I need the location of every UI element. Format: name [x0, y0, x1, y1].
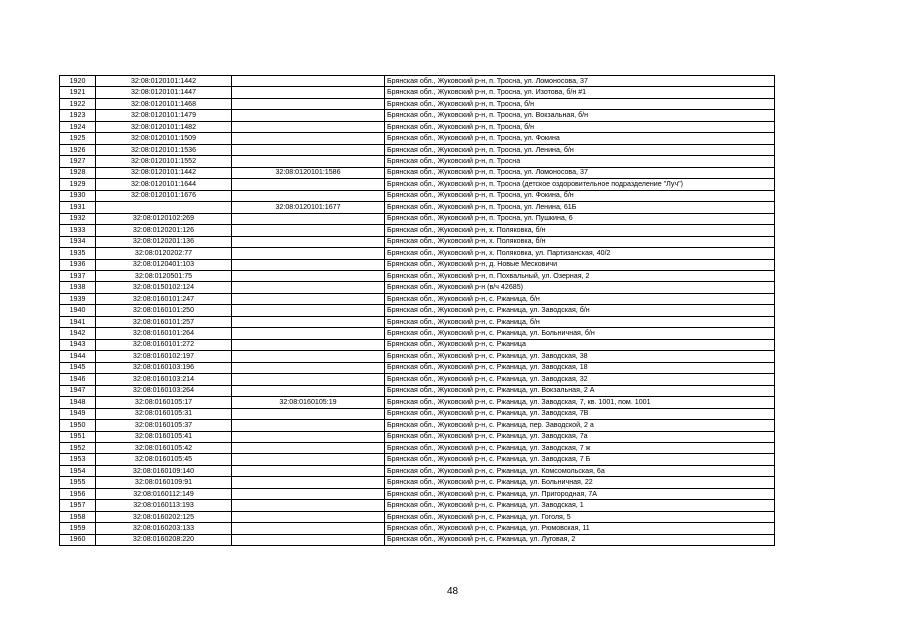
table-row — [60, 431, 775, 442]
cadastral-number-cell: 32:08:0120101:1676 — [96, 190, 232, 201]
parent-cadastral-number-cell — [232, 133, 385, 144]
row-number-cell: 1921 — [60, 87, 96, 98]
address-cell: Брянская обл., Жуковский р-н, с. Ржаница, ул. Пригородная, 7А — [385, 488, 775, 499]
cadastral-number-cell: 32:08:0160103:264 — [96, 385, 232, 396]
address-cell: Брянская обл., Жуковский р-н, с. Ржаница, ул. Заводская, 7 ж — [385, 443, 775, 454]
table-row — [60, 523, 775, 534]
parent-cadastral-number-cell — [232, 98, 385, 109]
address-cell: Брянская обл., Жуковский р-н, п. Тросна, ул. Вокзальная, б/н — [385, 110, 775, 121]
row-number-cell: 1935 — [60, 248, 96, 259]
table-row — [60, 190, 775, 201]
parent-cadastral-number-cell — [232, 534, 385, 545]
cadastral-number-cell: 32:08:0120101:1482 — [96, 121, 232, 132]
table-row — [60, 156, 775, 167]
cadastral-number-cell: 32:08:0120101:1479 — [96, 110, 232, 121]
address-cell: Брянская обл., Жуковский р-н, п. Тросна, ул. Фокина — [385, 133, 775, 144]
address-cell: Брянская обл., Жуковский р-н, п. Тросна, ул. Пушкина, 6 — [385, 213, 775, 224]
parent-cadastral-number-cell — [232, 339, 385, 350]
table-row — [60, 316, 775, 327]
address-cell: Брянская обл., Жуковский р-н, с. Ржаница, ул. Вокзальная, 2 А — [385, 385, 775, 396]
row-number-cell: 1930 — [60, 190, 96, 201]
parent-cadastral-number-cell — [232, 328, 385, 339]
cadastral-number-cell: 32:08:0160109:91 — [96, 477, 232, 488]
row-number-cell: 1949 — [60, 408, 96, 419]
cadastral-number-cell: 32:08:0160101:272 — [96, 339, 232, 350]
row-number-cell: 1948 — [60, 397, 96, 408]
table-row — [60, 465, 775, 476]
table-row — [60, 202, 775, 213]
row-number-cell: 1954 — [60, 465, 96, 476]
cadastral-number-cell: 32:08:0160208:220 — [96, 534, 232, 545]
cadastral-number-cell: 32:08:0120101:1552 — [96, 156, 232, 167]
table-row — [60, 110, 775, 121]
table-row — [60, 293, 775, 304]
table-row — [60, 534, 775, 545]
parent-cadastral-number-cell — [232, 351, 385, 362]
row-number-cell: 1950 — [60, 420, 96, 431]
table-row — [60, 133, 775, 144]
row-number-cell: 1928 — [60, 167, 96, 178]
cadastral-number-cell: 32:08:0160113:193 — [96, 500, 232, 511]
row-number-cell: 1956 — [60, 488, 96, 499]
address-cell: Брянская обл., Жуковский р-н, п. Тросна, ул. Ломоносова, 37 — [385, 76, 775, 87]
parent-cadastral-number-cell — [232, 488, 385, 499]
address-cell: Брянская обл., Жуковский р-н, д. Новые Месковичи — [385, 259, 775, 270]
table-row — [60, 351, 775, 362]
parent-cadastral-number-cell — [232, 385, 385, 396]
address-cell: Брянская обл., Жуковский р-н, п. Тросна, ул. Ленина, б/н — [385, 144, 775, 155]
parent-cadastral-number-cell — [232, 144, 385, 155]
cadastral-number-cell: 32:08:0120101:1468 — [96, 98, 232, 109]
row-number-cell: 1929 — [60, 179, 96, 190]
parent-cadastral-number-cell — [232, 248, 385, 259]
cadastral-number-cell — [96, 202, 232, 213]
parent-cadastral-number-cell — [232, 236, 385, 247]
table-row — [60, 259, 775, 270]
table-row — [60, 167, 775, 178]
address-cell: Брянская обл., Жуковский р-н, с. Ржаница, б/н — [385, 316, 775, 327]
parent-cadastral-number-cell — [232, 305, 385, 316]
cadastral-number-cell: 32:08:0160202:125 — [96, 511, 232, 522]
parent-cadastral-number-cell — [232, 225, 385, 236]
row-number-cell: 1924 — [60, 121, 96, 132]
cadastral-number-cell: 32:08:0160101:257 — [96, 316, 232, 327]
row-number-cell: 1943 — [60, 339, 96, 350]
parent-cadastral-number-cell: 32:08:0160105:19 — [232, 397, 385, 408]
table-row — [60, 500, 775, 511]
address-cell: Брянская обл., Жуковский р-н (в/ч 42685) — [385, 282, 775, 293]
address-cell: Брянская обл., Жуковский р-н, п. Тросна, ул. Фокина, б/н — [385, 190, 775, 201]
address-cell: Брянская обл., Жуковский р-н, с. Ржаница, ул. Заводская, 7 Б — [385, 454, 775, 465]
row-number-cell: 1944 — [60, 351, 96, 362]
table-row — [60, 225, 775, 236]
cadastral-number-cell: 32:08:0160105:31 — [96, 408, 232, 419]
address-cell: Брянская обл., Жуковский р-н, с. Ржаница, ул. Заводская, 7В — [385, 408, 775, 419]
row-number-cell: 1960 — [60, 534, 96, 545]
row-number-cell: 1942 — [60, 328, 96, 339]
parent-cadastral-number-cell — [232, 362, 385, 373]
parent-cadastral-number-cell — [232, 213, 385, 224]
table-row — [60, 76, 775, 87]
row-number-cell: 1941 — [60, 316, 96, 327]
cadastral-number-cell: 32:08:0160105:41 — [96, 431, 232, 442]
page-number: 48 — [446, 586, 459, 597]
table-row — [60, 374, 775, 385]
row-number-cell: 1932 — [60, 213, 96, 224]
row-number-cell: 1926 — [60, 144, 96, 155]
table-row — [60, 454, 775, 465]
parent-cadastral-number-cell — [232, 374, 385, 385]
address-cell: Брянская обл., Жуковский р-н, с. Ржаница, ул. Заводская, 1 — [385, 500, 775, 511]
parent-cadastral-number-cell — [232, 465, 385, 476]
parent-cadastral-number-cell — [232, 431, 385, 442]
table-row — [60, 443, 775, 454]
table-row — [60, 98, 775, 109]
table-row — [60, 339, 775, 350]
address-cell: Брянская обл., Жуковский р-н, с. Ржаница, ул. Заводская, 7, кв. 1001, пом. 1001 — [385, 397, 775, 408]
address-cell: Брянская обл., Жуковский р-н, х. Поляковка, ул. Партизанская, 40/2 — [385, 248, 775, 259]
row-number-cell: 1951 — [60, 431, 96, 442]
row-number-cell: 1920 — [60, 76, 96, 87]
cadastral-number-cell: 32:08:0120101:1442 — [96, 167, 232, 178]
address-cell: Брянская обл., Жуковский р-н, п. Тросна, б/н — [385, 121, 775, 132]
row-number-cell: 1931 — [60, 202, 96, 213]
cadastral-number-cell: 32:08:0160101:264 — [96, 328, 232, 339]
parent-cadastral-number-cell — [232, 477, 385, 488]
row-number-cell: 1933 — [60, 225, 96, 236]
table-row — [60, 420, 775, 431]
table-row — [60, 282, 775, 293]
parent-cadastral-number-cell — [232, 259, 385, 270]
cadastral-number-cell: 32:08:0120102:269 — [96, 213, 232, 224]
parent-cadastral-number-cell — [232, 443, 385, 454]
parent-cadastral-number-cell — [232, 156, 385, 167]
row-number-cell: 1922 — [60, 98, 96, 109]
address-cell: Брянская обл., Жуковский р-н, с. Ржаница, ул. Заводская, 38 — [385, 351, 775, 362]
table-row — [60, 270, 775, 281]
parent-cadastral-number-cell — [232, 454, 385, 465]
address-cell: Брянская обл., Жуковский р-н, х. Поляковка, б/н — [385, 225, 775, 236]
address-cell: Брянская обл., Жуковский р-н, с. Ржаница, ул. Заводская, б/н — [385, 305, 775, 316]
table-row — [60, 385, 775, 396]
parent-cadastral-number-cell — [232, 523, 385, 534]
table-row — [60, 397, 775, 408]
cadastral-number-cell: 32:08:0120201:126 — [96, 225, 232, 236]
address-cell: Брянская обл., Жуковский р-н, п. Тросна, ул. Ленина, 61Б — [385, 202, 775, 213]
address-cell: Брянская обл., Жуковский р-н, п. Тросна, ул. Ломоносова, 37 — [385, 167, 775, 178]
address-cell: Брянская обл., Жуковский р-н, с. Ржаница, ул. Комсомольская, 6а — [385, 465, 775, 476]
table-row — [60, 511, 775, 522]
cadastral-number-cell: 32:08:0160101:250 — [96, 305, 232, 316]
table-row — [60, 144, 775, 155]
address-cell: Брянская обл., Жуковский р-н, с. Ржаница, ул. Больничная, б/н — [385, 328, 775, 339]
address-cell: Брянская обл., Жуковский р-н, с. Ржаница, б/н — [385, 293, 775, 304]
row-number-cell: 1946 — [60, 374, 96, 385]
table-row — [60, 213, 775, 224]
row-number-cell: 1952 — [60, 443, 96, 454]
address-cell: Брянская обл., Жуковский р-н, п. Тросна — [385, 156, 775, 167]
parent-cadastral-number-cell: 32:08:0120101:1677 — [232, 202, 385, 213]
table-row — [60, 121, 775, 132]
row-number-cell: 1953 — [60, 454, 96, 465]
cadastral-number-cell: 32:08:0120101:1442 — [96, 76, 232, 87]
address-cell: Брянская обл., Жуковский р-н, п. Похвальный, ул. Озерная, 2 — [385, 270, 775, 281]
cadastral-number-cell: 32:08:0160109:140 — [96, 465, 232, 476]
address-cell: Брянская обл., Жуковский р-н, с. Ржаница, ул. Больничная, 22 — [385, 477, 775, 488]
table-row — [60, 328, 775, 339]
cadastral-number-cell: 32:08:0160112:149 — [96, 488, 232, 499]
row-number-cell: 1938 — [60, 282, 96, 293]
row-number-cell: 1958 — [60, 511, 96, 522]
parent-cadastral-number-cell — [232, 87, 385, 98]
parent-cadastral-number-cell — [232, 110, 385, 121]
address-cell: Брянская обл., Жуковский р-н, с. Ржаница — [385, 339, 775, 350]
table-row — [60, 362, 775, 373]
table-row — [60, 408, 775, 419]
row-number-cell: 1939 — [60, 293, 96, 304]
table-row — [60, 236, 775, 247]
table-row — [60, 305, 775, 316]
parent-cadastral-number-cell — [232, 293, 385, 304]
cadastral-number-cell: 32:08:0160101:247 — [96, 293, 232, 304]
row-number-cell: 1923 — [60, 110, 96, 121]
cadastral-number-cell: 32:08:0160105:37 — [96, 420, 232, 431]
address-cell: Брянская обл., Жуковский р-н, с. Ржаница, ул. Луговая, 2 — [385, 534, 775, 545]
row-number-cell: 1945 — [60, 362, 96, 373]
address-cell: Брянская обл., Жуковский р-н, п. Тросна, ул. Изотова, б/н #1 — [385, 87, 775, 98]
row-number-cell: 1925 — [60, 133, 96, 144]
cadastral-number-cell: 32:08:0120101:1644 — [96, 179, 232, 190]
cadastral-number-cell: 32:08:0120202:77 — [96, 248, 232, 259]
parent-cadastral-number-cell — [232, 282, 385, 293]
cadastral-number-cell: 32:08:0120501:75 — [96, 270, 232, 281]
address-cell: Брянская обл., Жуковский р-н, с. Ржаница, ул. Заводская, 18 — [385, 362, 775, 373]
table-row — [60, 87, 775, 98]
row-number-cell: 1934 — [60, 236, 96, 247]
cadastral-number-cell: 32:08:0160105:42 — [96, 443, 232, 454]
address-cell: Брянская обл., Жуковский р-н, х. Поляковка, б/н — [385, 236, 775, 247]
parent-cadastral-number-cell — [232, 179, 385, 190]
address-cell: Брянская обл., Жуковский р-н, с. Ржаница, ул. Заводская, 32 — [385, 374, 775, 385]
cadastral-number-cell: 32:08:0120101:1536 — [96, 144, 232, 155]
parent-cadastral-number-cell — [232, 420, 385, 431]
table-row — [60, 488, 775, 499]
parent-cadastral-number-cell: 32:08:0120101:1586 — [232, 167, 385, 178]
parent-cadastral-number-cell — [232, 500, 385, 511]
row-number-cell: 1955 — [60, 477, 96, 488]
parent-cadastral-number-cell — [232, 511, 385, 522]
address-cell: Брянская обл., Жуковский р-н, с. Ржаница, ул. Заводская, 7а — [385, 431, 775, 442]
row-number-cell: 1959 — [60, 523, 96, 534]
cadastral-number-cell: 32:08:0120101:1447 — [96, 87, 232, 98]
registry-table — [59, 75, 775, 546]
table-row — [60, 248, 775, 259]
cadastral-number-cell: 32:08:0160105:45 — [96, 454, 232, 465]
cadastral-number-cell: 32:08:0160103:196 — [96, 362, 232, 373]
row-number-cell: 1940 — [60, 305, 96, 316]
parent-cadastral-number-cell — [232, 121, 385, 132]
registry-table-body — [60, 76, 775, 546]
cadastral-number-cell: 32:08:0160103:214 — [96, 374, 232, 385]
address-cell: Брянская обл., Жуковский р-н, п. Тросна (детское оздоровительное подразделение "Луч") — [385, 179, 775, 190]
address-cell: Брянская обл., Жуковский р-н, с. Ржаница, пер. Заводской, 2 а — [385, 420, 775, 431]
parent-cadastral-number-cell — [232, 76, 385, 87]
cadastral-number-cell: 32:08:0160203:133 — [96, 523, 232, 534]
cadastral-number-cell: 32:08:0120201:136 — [96, 236, 232, 247]
row-number-cell: 1927 — [60, 156, 96, 167]
table-row — [60, 179, 775, 190]
address-cell: Брянская обл., Жуковский р-н, с. Ржаница, ул. Рюмовская, 11 — [385, 523, 775, 534]
row-number-cell: 1936 — [60, 259, 96, 270]
cadastral-number-cell: 32:08:0150102:124 — [96, 282, 232, 293]
parent-cadastral-number-cell — [232, 408, 385, 419]
cadastral-number-cell: 32:08:0160105:17 — [96, 397, 232, 408]
cadastral-number-cell: 32:08:0120401:103 — [96, 259, 232, 270]
cadastral-number-cell: 32:08:0160102:197 — [96, 351, 232, 362]
address-cell: Брянская обл., Жуковский р-н, п. Тросна, б/н — [385, 98, 775, 109]
row-number-cell: 1957 — [60, 500, 96, 511]
cadastral-number-cell: 32:08:0120101:1509 — [96, 133, 232, 144]
parent-cadastral-number-cell — [232, 190, 385, 201]
parent-cadastral-number-cell — [232, 270, 385, 281]
table-row — [60, 477, 775, 488]
parent-cadastral-number-cell — [232, 316, 385, 327]
row-number-cell: 1947 — [60, 385, 96, 396]
address-cell: Брянская обл., Жуковский р-н, с. Ржаница, ул. Гоголя, 5 — [385, 511, 775, 522]
row-number-cell: 1937 — [60, 270, 96, 281]
